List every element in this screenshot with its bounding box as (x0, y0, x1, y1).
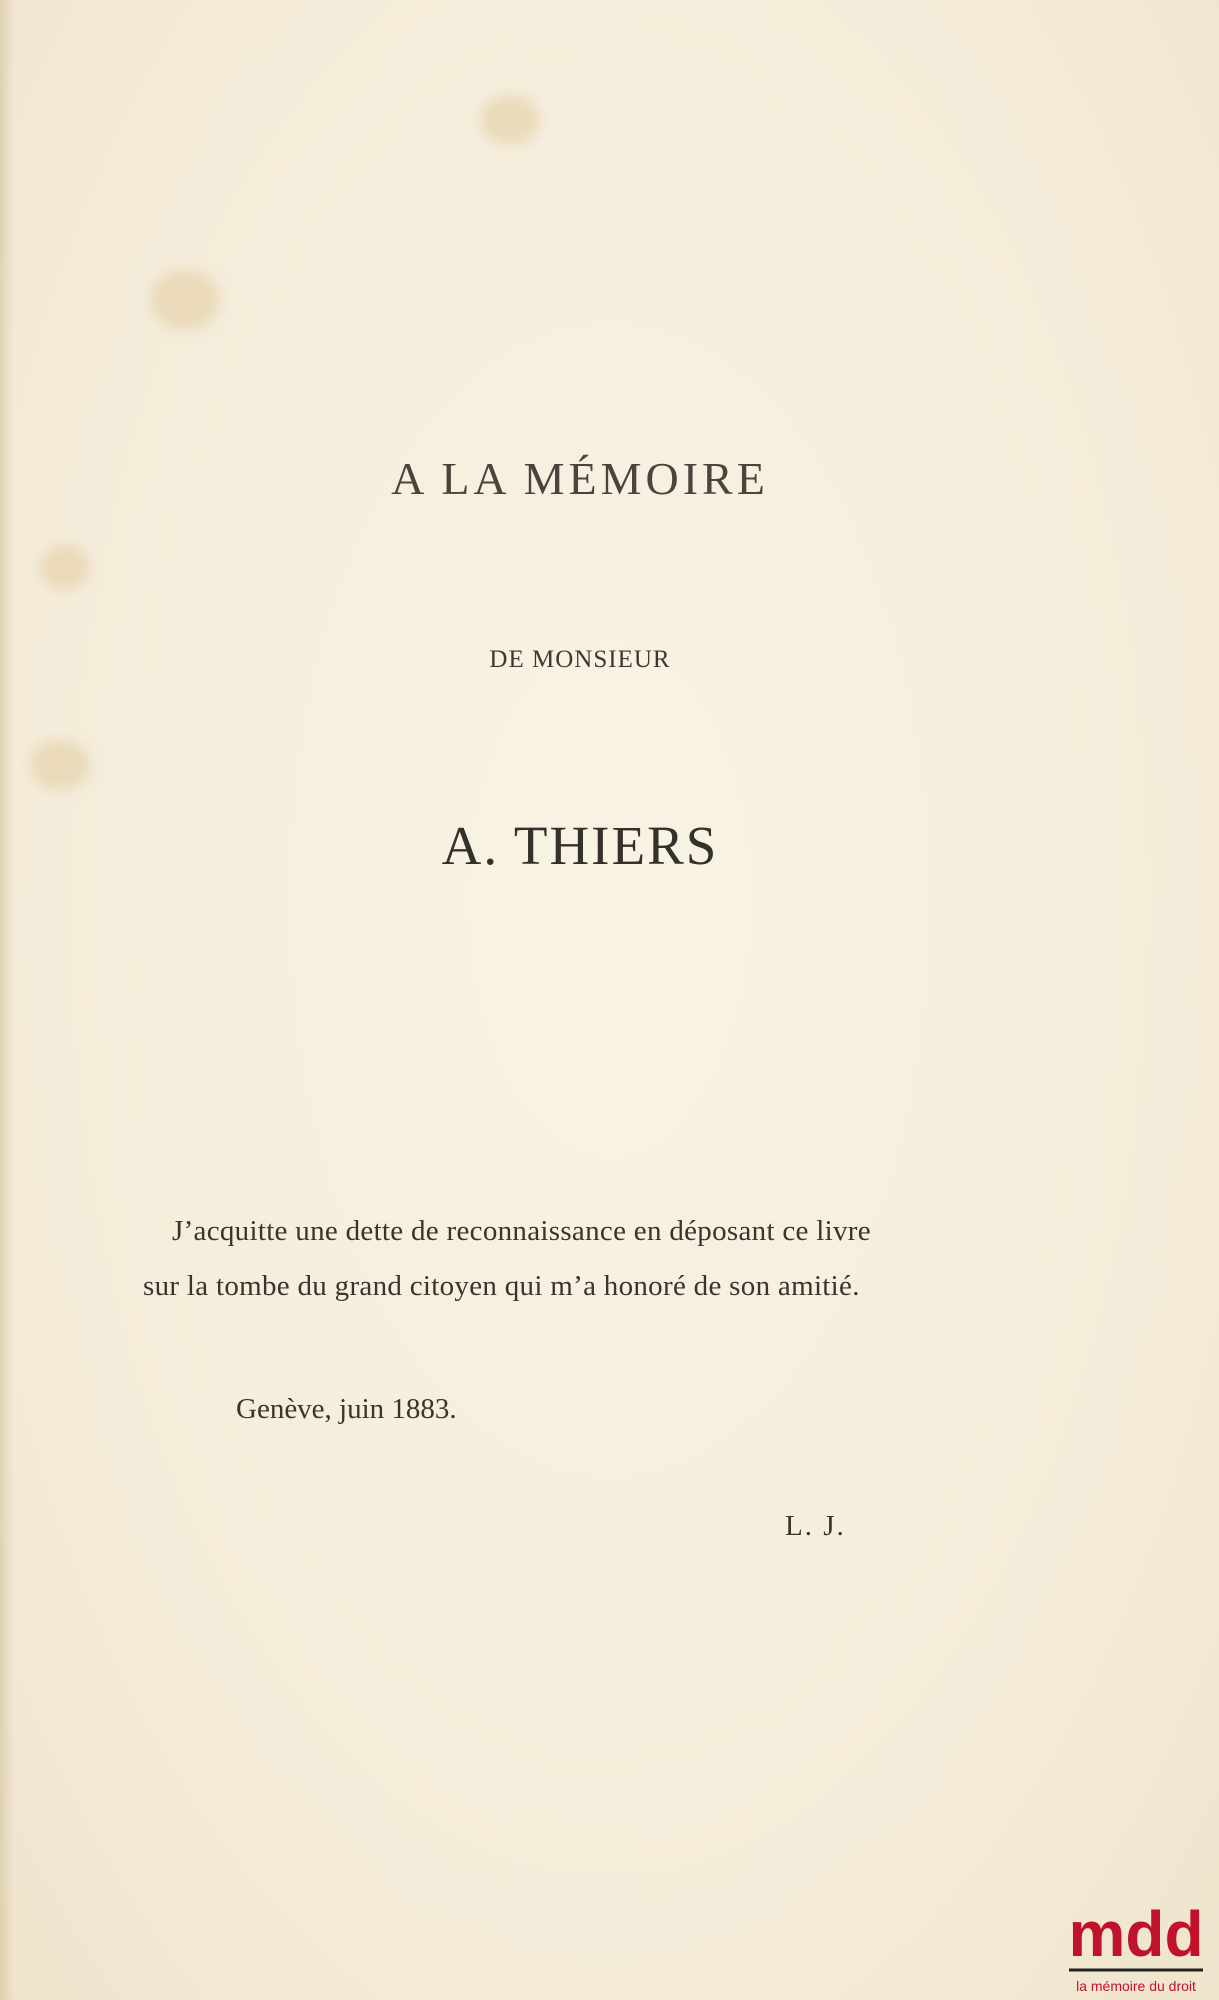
foxing-stain (40, 545, 90, 590)
dedication-title: A LA MÉMOIRE (391, 453, 769, 504)
place-date: Genève, juin 1883. (236, 1393, 457, 1425)
dedication-text-line-1: J’acquitte une dette de reconnaissance en déposant ce livre (172, 1215, 871, 1247)
foxing-stain (480, 95, 540, 145)
foxing-stain (30, 740, 90, 790)
author-initials: L. J. (785, 1510, 846, 1542)
dedication-subtitle: DE MONSIEUR (489, 646, 671, 673)
foxing-stain (150, 270, 220, 330)
page-edge-shadow (0, 0, 14, 2000)
dedication-text-line-2: sur la tombe du grand citoyen qui m’a honoré de son amitié. (143, 1270, 860, 1302)
watermark-caption: la mémoire du droit (1076, 1978, 1196, 1994)
mdd-logo-text: mdd (1068, 1898, 1204, 1970)
dedicatee-name: A. THIERS (441, 815, 719, 876)
